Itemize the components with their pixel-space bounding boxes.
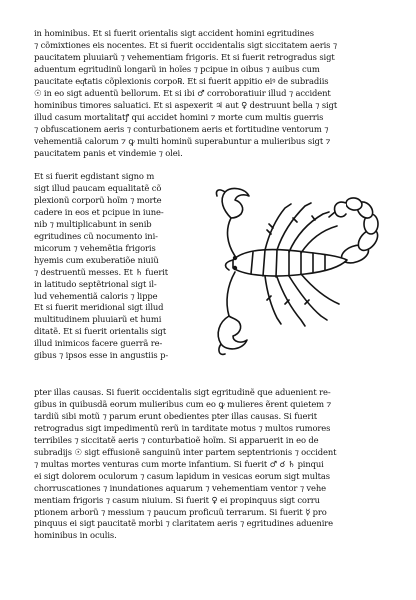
text-line: ⁊ destruentũ messes. Et ♄ fuerit	[34, 266, 169, 277]
text-line: gibus ⁊ ipsos esse in angustiis p-	[34, 350, 169, 361]
text-line: ⁊ obfuscationem aeris ⁊ conturbationem aeris et fortitudine ventorum ⁊	[34, 123, 329, 134]
text-line: illud casum mortalitatꝭ qui accidet homini ⁊ morte cum multis guerris	[34, 111, 324, 122]
text-line: plexionũ corporũ hoĩm ⁊ morte	[34, 194, 162, 205]
text-line: micorum ⁊ vehemẽtia frigoris	[34, 242, 156, 253]
text-line: illud inimicos facere guerrã re-	[34, 338, 163, 349]
text-block-top	[34, 28, 402, 159]
text-line: pter illas causas. Si fuerit occidentalis sigt egritudinẽ que aduenient re-	[34, 387, 331, 397]
text-line: ptionem arborũ ⁊ messium ⁊ paucum proficuũ terrarum. Si fuerit ☿ pro	[34, 506, 327, 517]
text-line: lud vehementiã caloris ⁊ lippe	[34, 290, 158, 301]
text-line: paucitate eqͥtatis cõplexionis corpo℞. Et si fuerit appitio eiꝰ de subradiis	[34, 75, 329, 86]
text-line: terribiles ⁊ siccitatẽ aeris ⁊ conturbatioẽ hoĩm. Si apparuerit in eo de	[34, 434, 319, 445]
text-line: tardiũ sibi motũ ⁊ parum erunt obedientes pter illas causas. Si fuerit	[34, 410, 318, 421]
scorpion-woodcut	[205, 172, 405, 386]
text-block-bottom	[34, 387, 402, 542]
text-line: aduentum egritudinũ longarũ in hoĩes ⁊ pcipue in oibus ⁊ auibus cum	[34, 63, 320, 74]
text-line: Et si fuerit egdistant signo m	[34, 171, 155, 181]
text-line: ⁊ cõmixtiones eis nocentes. Et si fuerit occidentalis sigt siccitatem aeris ⁊	[34, 39, 337, 50]
text-line: multitudinem pluuiarũ et humi	[34, 314, 162, 325]
text-line: nib ⁊ multiplicabunt in senib	[34, 218, 152, 229]
text-line: hominibus timores saluatici. Et si aspexerit ♃ aut ♀ destruunt bella ⁊ sigt	[34, 99, 338, 110]
text-line: paucitatem pluuiarũ ⁊ vehementiam frigoris. Et si fuerit retrogradus sigt	[34, 51, 335, 62]
scorpion-tail	[329, 197, 381, 267]
text-line: cadere in eos et pcipue in iune-	[34, 206, 164, 217]
text-line: ☉ in eo sigt aduentũ bellorum. Et si ibi ♂ corroboratiuir illud ⁊ accident	[34, 87, 331, 98]
text-line: ei sigt dolorem oculorum ⁊ casum lapidum in vesicas eorum sigt multas	[34, 470, 330, 481]
text-line: mentiam frigoris ⁊ casum niuium. Si fuerit ♀ ei propinquus sigt corru	[34, 494, 320, 505]
text-line: egritudines cũ nocumento ini-	[34, 230, 158, 241]
text-line: retrogradus sigt impedimentũ rerũ in tarditate motus ⁊ multos rumores	[34, 422, 331, 433]
text-line: pinquus ei sigt paucitatẽ morbi ⁊ claritatem aeris ⁊ egritudines aduenire	[34, 518, 334, 529]
text-line: sigt illud paucam equalitatẽ cõ	[34, 182, 162, 193]
text-line: gibus in quibusdã eorum mulieribus cum eo ꝙ mulieres ẽrent quietem ⁊	[34, 398, 332, 409]
text-line: Et si fuerit meridional sigt illud	[34, 302, 164, 313]
scorpion-body	[226, 250, 347, 277]
text-line: vehementiã calorum ⁊ ꝙ multi hominũ superabuntur a mulieribus sigt ⁊	[34, 135, 331, 146]
text-block-left	[34, 171, 204, 362]
text-line: chorruscationes ⁊ inundationes aquarum ⁊ vehementiam ventor ⁊ vehe	[34, 482, 326, 493]
text-line: paucitatem panis et vindemie ⁊ olei.	[34, 147, 183, 158]
text-line: ditatẽ. Et si fuerit orientalis sigt	[34, 326, 167, 337]
text-line: hyemis cum exuberatiõe niuiũ	[34, 254, 159, 265]
text-line: in hominibus. Et si fuerit orientalis sigt accident homini egritudines	[34, 28, 314, 38]
text-line: in latitudo septẽtrional sigt il-	[34, 278, 157, 289]
text-line: hominibus in oculis.	[34, 530, 117, 541]
text-line: ⁊ multas mortes venturas cum morte infantium. Si fuerit ♂ ☌ ♄ pinqui	[34, 458, 324, 469]
text-line: subradijs ☉ sigt effusionẽ sanguinũ inter partem septentrionis ⁊ occident	[34, 446, 337, 457]
